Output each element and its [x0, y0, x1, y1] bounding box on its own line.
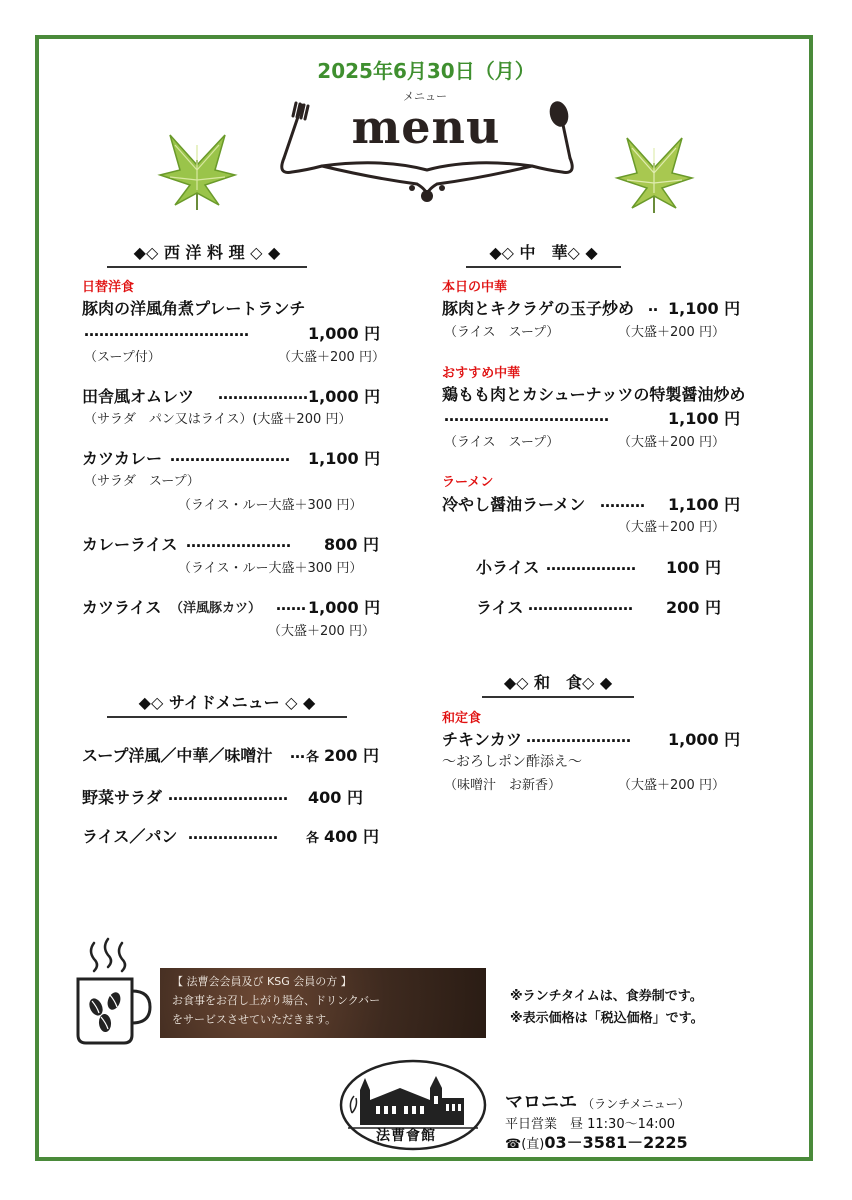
large-portion-note: （大盛＋200 円） — [278, 350, 385, 365]
leader-dots: … — [290, 744, 305, 762]
menu-item-name: 田舎風オムレツ — [82, 387, 195, 406]
menu-item-price: 400 円 — [308, 788, 363, 807]
menu-item-note: （サラダ パン又はライス）(大盛＋200 円） — [84, 412, 352, 427]
menu-title: menu — [351, 100, 501, 154]
coffee-cup-icon — [72, 935, 157, 1050]
menu-item-name: カツライス — [82, 598, 162, 617]
phone-number: 03－3581－2225 — [544, 1133, 688, 1152]
menu-item-note: （サラダ スープ） — [84, 474, 200, 489]
leader-dots: ………………… — [186, 533, 291, 551]
menu-item-price: 200 円 — [324, 746, 379, 765]
menu-item-name: カレーライス — [82, 535, 178, 554]
menu-item-name: カツカレー — [82, 449, 163, 468]
leader-dots: ……………… — [546, 556, 636, 574]
menu-item-price: 800 円 — [324, 535, 379, 554]
leaf-icon — [155, 115, 240, 215]
menu-item-price: 1,000 円 — [308, 598, 381, 617]
category-label: おすすめ中華 — [442, 366, 521, 381]
menu-item-subname: ～おろしポン酢添え～ — [442, 754, 582, 770]
large-portion-note: （大盛＋200 円） — [618, 435, 725, 450]
shop-name-line — [505, 1088, 690, 1114]
member-line: お食事をお召し上がり場合、ドリンクバー — [172, 994, 381, 1007]
business-hours: 平日営業 昼 11:30～14:00 — [505, 1117, 676, 1132]
category-label: ラーメン — [442, 475, 494, 490]
member-line: をサービスさせていただきます。 — [172, 1013, 337, 1026]
member-line: 【 法曹会会員及び KSG 会員の方 】 — [172, 975, 352, 988]
leader-dots: …………………………… — [84, 322, 249, 340]
large-portion-note: （大盛＋200 円） — [618, 325, 725, 340]
menu-ruby: メニュー — [403, 90, 447, 103]
leaf-icon — [612, 118, 697, 218]
leader-dots: …………………… — [170, 447, 290, 465]
large-portion-note: （大盛＋200 円） — [268, 624, 375, 639]
menu-item-name: ライス／パン — [82, 827, 178, 846]
large-portion-note: （ライス・ルー大盛＋300 円） — [178, 561, 363, 576]
japanese-section-title: ◆◇ 和 食◇ ◆ — [482, 670, 634, 698]
phone-line — [505, 1130, 688, 1153]
phone-icon: ☎(直) — [505, 1137, 545, 1152]
member-service-box — [160, 968, 486, 1038]
menu-item-price: 100 円 — [666, 558, 721, 577]
western-section-title: ◆◇ 西 洋 料 理 ◇ ◆ — [107, 240, 307, 268]
leader-dots: ……… — [600, 493, 645, 511]
leader-dots: …………………………… — [444, 407, 609, 425]
menu-item-price: 1,000 円 — [308, 324, 381, 343]
menu-item-name: 冷やし醤油ラーメン — [442, 495, 586, 514]
menu-item-name: チキンカツ — [442, 730, 522, 749]
category-label: 和定食 — [442, 711, 482, 726]
category-label: 日替洋食 — [82, 280, 135, 295]
flourish-ornament — [262, 100, 592, 205]
chinese-section-title: ◆◇ 中 華◇ ◆ — [466, 240, 621, 268]
menu-item-price: 1,100 円 — [308, 449, 381, 468]
menu-item-name: 小ライス — [476, 558, 540, 577]
leader-dots: …………………… — [168, 786, 288, 804]
leader-dots: …… — [276, 596, 306, 614]
large-portion-note: （大盛＋200 円） — [618, 778, 725, 793]
each-label: 各 — [306, 750, 320, 765]
shop-subtitle: （ランチメニュー） — [582, 1097, 690, 1111]
menu-item-name: 鶏もも肉とカシューナッツの特製醤油炒め — [442, 385, 746, 404]
menu-item-note: （ライス スープ） — [444, 325, 560, 340]
large-portion-note: （ライス・ルー大盛＋300 円） — [178, 498, 363, 513]
shop-name: マロニエ — [505, 1092, 577, 1113]
menu-item-price: 1,000 円 — [308, 387, 381, 406]
menu-item-name: 豚肉の洋風角煮プレートランチ — [82, 299, 306, 318]
menu-item-price: 200 円 — [666, 598, 721, 617]
menu-item-subname: （洋風豚カツ） — [170, 601, 262, 616]
notice-ticket: ※ランチタイムは、食券制です。 — [510, 989, 703, 1004]
menu-item-note: （味噌汁 お新香） — [444, 778, 562, 793]
leader-dots: ……………… — [188, 825, 278, 843]
menu-item-name: スープ洋風／中華／味噌汁 — [82, 746, 273, 765]
each-label: 各 — [306, 831, 320, 846]
menu-item-note: （ライス スープ） — [444, 435, 560, 450]
menu-item-price: 1,100 円 — [668, 495, 741, 514]
menu-item-price: 1,100 円 — [668, 409, 741, 428]
leader-dots: ……………… — [218, 385, 308, 403]
leader-dots: ………………… — [526, 728, 631, 746]
menu-item-price: 400 円 — [324, 827, 379, 846]
leader-dots: ‥ — [648, 297, 659, 315]
side-section-title: ◆◇ サイドメニュー ◇ ◆ — [107, 690, 347, 718]
menu-date: 2025年6月30日（月） — [317, 59, 535, 83]
menu-item-name: ライス — [476, 598, 524, 617]
category-label: 本日の中華 — [442, 280, 508, 295]
leader-dots: ………………… — [528, 596, 633, 614]
menu-item-note: （スープ付） — [84, 350, 161, 365]
notice-tax: ※表示価格は「税込価格」です。 — [510, 1011, 704, 1026]
menu-item-name: 豚肉とキクラゲの玉子炒め — [442, 299, 635, 318]
large-portion-note: （大盛＋200 円） — [618, 520, 725, 535]
logo-text: 法曹會館 — [376, 1128, 436, 1144]
menu-item-name: 野菜サラダ — [82, 788, 162, 807]
menu-item-price: 1,100 円 — [668, 299, 741, 318]
menu-item-price: 1,000 円 — [668, 730, 741, 749]
